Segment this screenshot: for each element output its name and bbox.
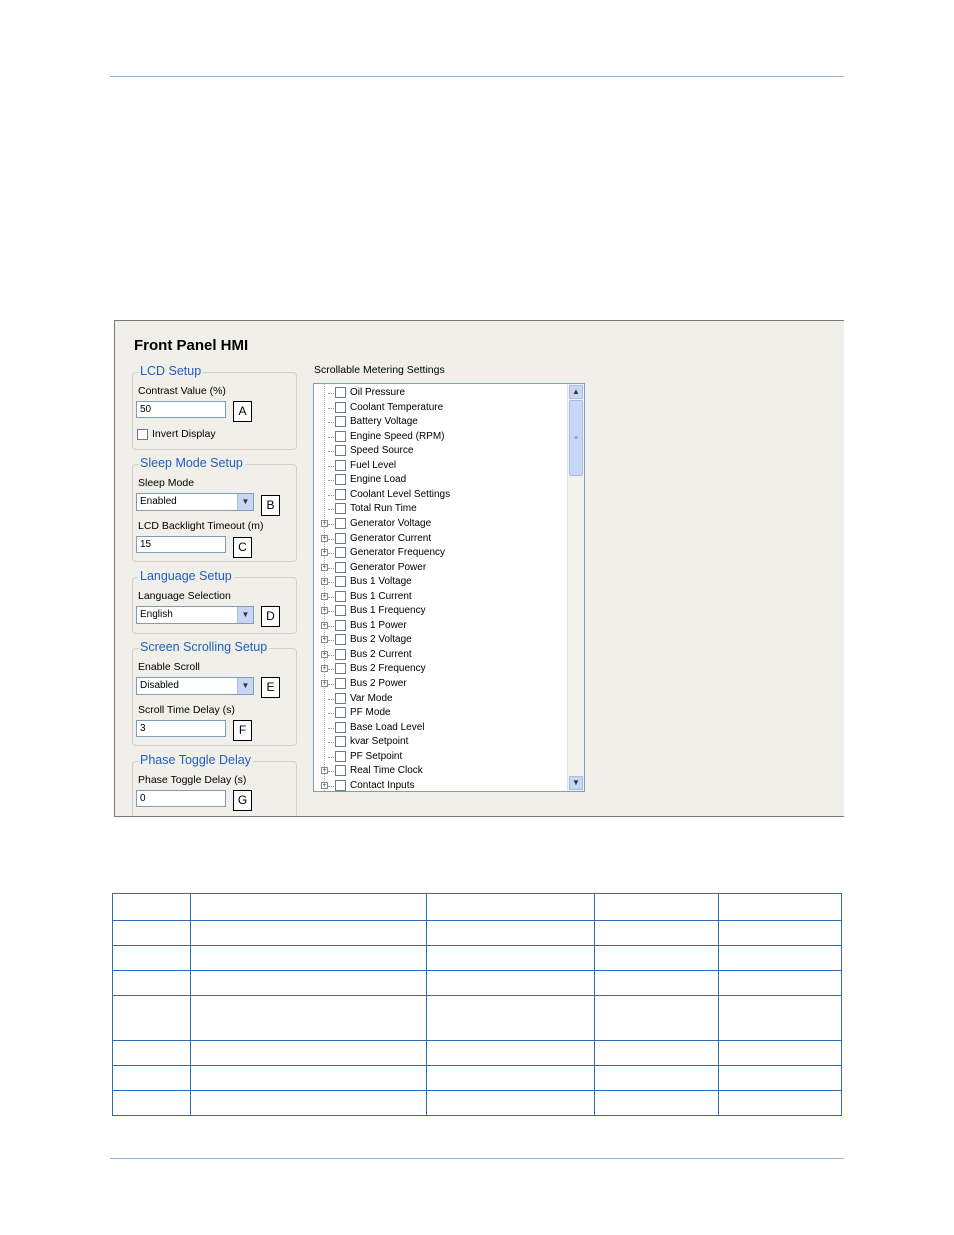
- callout-g: G: [233, 790, 252, 811]
- metering-tree-list[interactable]: [313, 383, 585, 792]
- checkbox-icon[interactable]: [335, 503, 346, 514]
- backlight-timeout-input[interactable]: 15: [136, 536, 226, 553]
- checkbox-icon[interactable]: [335, 445, 346, 456]
- metering-list-item[interactable]: [314, 662, 566, 677]
- checkbox-icon[interactable]: [335, 663, 346, 674]
- checkbox-icon[interactable]: [335, 722, 346, 733]
- tree-expand-icon[interactable]: +: [322, 607, 327, 615]
- checkbox-icon[interactable]: [335, 533, 346, 544]
- screen-title: Front Panel HMI: [134, 337, 249, 354]
- sleep-mode-value: Enabled: [140, 496, 177, 507]
- metering-list-item[interactable]: [314, 706, 566, 721]
- footer-rule: [110, 1158, 844, 1159]
- tree-expand-icon[interactable]: +: [322, 650, 327, 658]
- metering-list-item[interactable]: [314, 415, 566, 430]
- phase-toggle-legend: Phase Toggle Delay: [140, 753, 251, 767]
- language-selection-label: Language Selection: [138, 590, 231, 602]
- metering-item-label: Coolant Level Settings: [350, 488, 451, 500]
- checkbox-icon[interactable]: [335, 518, 346, 529]
- checkbox-icon[interactable]: [335, 634, 346, 645]
- checkbox-icon[interactable]: [335, 460, 346, 471]
- metering-item-label: Coolant Temperature: [350, 401, 444, 413]
- table-row: [113, 894, 842, 921]
- lcd-setup-legend: LCD Setup: [140, 364, 202, 378]
- scroll-thumb[interactable]: ≡: [569, 400, 583, 476]
- metering-list-item[interactable]: [314, 546, 566, 561]
- checkbox-icon[interactable]: [335, 474, 346, 485]
- front-panel-hmi-screenshot: [114, 320, 844, 817]
- checkbox-icon[interactable]: [335, 591, 346, 602]
- checkbox-icon[interactable]: [335, 416, 346, 427]
- metering-item-label: Generator Frequency: [350, 547, 446, 559]
- dropdown-arrow-icon[interactable]: ▼: [237, 678, 253, 694]
- tree-expand-icon[interactable]: +: [322, 680, 327, 687]
- enable-scroll-select[interactable]: [136, 677, 254, 695]
- metering-item-label: Bus 1 Current: [350, 590, 412, 602]
- checkbox-icon[interactable]: [335, 765, 346, 776]
- metering-item-label: Battery Voltage: [350, 416, 418, 428]
- metering-list-item[interactable]: [314, 619, 566, 634]
- metering-item-label: Total Run Time: [350, 503, 417, 515]
- metering-item-label: Oil Pressure: [350, 387, 406, 398]
- checkbox-icon[interactable]: [335, 576, 346, 587]
- metering-item-label: Base Load Level: [350, 721, 425, 733]
- tree-expand-icon[interactable]: +: [322, 592, 327, 600]
- tree-expand-icon[interactable]: +: [322, 665, 327, 673]
- metering-item-label: Contact Inputs: [350, 779, 415, 791]
- phase-toggle-delay-label: Phase Toggle Delay (s): [138, 774, 247, 786]
- checkbox-icon[interactable]: [335, 707, 346, 718]
- tree-expand-icon[interactable]: +: [322, 621, 327, 629]
- sleep-mode-legend: Sleep Mode Setup: [140, 456, 243, 470]
- metering-item-label: Fuel Level: [350, 459, 397, 471]
- metering-list-item[interactable]: [314, 517, 566, 532]
- tree-expand-icon[interactable]: +: [322, 534, 327, 542]
- metering-item-label: Bus 2 Power: [350, 678, 407, 689]
- language-value: English: [140, 609, 173, 620]
- table-row: [113, 971, 842, 996]
- metering-item-label: Var Mode: [350, 692, 393, 704]
- sleep-mode-select[interactable]: [136, 493, 254, 511]
- callout-a: A: [233, 401, 252, 422]
- table-row: [113, 946, 842, 971]
- checkbox-icon[interactable]: [335, 402, 346, 413]
- metering-list-item[interactable]: [314, 735, 566, 750]
- language-setup-group: [132, 569, 297, 634]
- phase-toggle-delay-group: [132, 753, 297, 817]
- checkbox-icon[interactable]: [335, 693, 346, 704]
- tree-expand-icon[interactable]: +: [322, 767, 327, 775]
- metering-item-label: PF Setpoint: [350, 750, 403, 762]
- checkbox-icon[interactable]: [335, 547, 346, 558]
- metering-list-item[interactable]: [314, 459, 566, 474]
- metering-list-item[interactable]: [314, 648, 566, 663]
- metering-item-label: Real Time Clock: [350, 765, 423, 777]
- table-row: [113, 1041, 842, 1066]
- data-table: [112, 893, 842, 1116]
- checkbox-icon[interactable]: [335, 431, 346, 442]
- metering-list-item[interactable]: [314, 430, 566, 445]
- callout-b: B: [261, 495, 280, 516]
- metering-item-label: Bus 2 Frequency: [350, 663, 426, 675]
- metering-list-item[interactable]: [314, 561, 566, 576]
- table-row: [113, 921, 842, 946]
- metering-item-label: PF Mode: [350, 707, 391, 719]
- scroll-time-delay-input[interactable]: 3: [136, 720, 226, 737]
- checkbox-icon[interactable]: [335, 387, 346, 398]
- sleep-mode-label: Sleep Mode: [138, 477, 195, 489]
- metering-list-item[interactable]: [314, 575, 566, 590]
- callout-e: E: [261, 677, 280, 698]
- metering-list-item[interactable]: [314, 764, 566, 779]
- checkbox-icon[interactable]: [335, 736, 346, 747]
- scrollable-metering-label: Scrollable Metering Settings: [314, 364, 445, 376]
- metering-item-label: Bus 1 Voltage: [350, 576, 412, 588]
- tree-expand-icon[interactable]: +: [322, 563, 327, 571]
- tree-expand-icon[interactable]: +: [322, 636, 327, 644]
- vertical-scrollbar[interactable]: [567, 384, 584, 791]
- metering-list-item[interactable]: [314, 750, 566, 765]
- table-row: [113, 996, 842, 1041]
- metering-list-item[interactable]: [314, 532, 566, 547]
- metering-item-label: Bus 2 Current: [350, 648, 412, 660]
- metering-list-item[interactable]: [314, 779, 566, 792]
- metering-list-item[interactable]: [314, 502, 566, 517]
- metering-list-item[interactable]: [314, 721, 566, 736]
- language-select[interactable]: [136, 606, 254, 624]
- metering-list-item[interactable]: [314, 488, 566, 503]
- metering-list-item[interactable]: [314, 386, 566, 401]
- table-row: [113, 1091, 842, 1116]
- sleep-mode-setup-group: [132, 456, 297, 562]
- scroll-up-icon[interactable]: ▲: [569, 385, 583, 399]
- metering-list-item[interactable]: [314, 444, 566, 459]
- metering-item-label: kvar Setpoint: [350, 736, 409, 748]
- tree-expand-icon[interactable]: +: [322, 781, 327, 789]
- metering-item-label: Speed Source: [350, 445, 414, 457]
- metering-item-label: Engine Speed (RPM): [350, 430, 445, 442]
- language-setup-legend: Language Setup: [140, 569, 232, 583]
- checkbox-icon[interactable]: [335, 620, 346, 631]
- metering-list-item[interactable]: [314, 692, 566, 707]
- contrast-label: Contrast Value (%): [138, 385, 226, 397]
- metering-list-item[interactable]: [314, 401, 566, 416]
- tree-expand-icon[interactable]: +: [322, 578, 327, 586]
- invert-display-label: Invert Display: [152, 428, 216, 440]
- metering-list-item[interactable]: [314, 604, 566, 619]
- lcd-setup-group: [132, 364, 297, 450]
- callout-d: D: [261, 606, 280, 627]
- enable-scroll-label: Enable Scroll: [138, 661, 200, 673]
- invert-display-checkbox[interactable]: [137, 429, 148, 440]
- metering-list-item[interactable]: [314, 590, 566, 605]
- phase-toggle-delay-input[interactable]: 0: [136, 790, 226, 807]
- metering-item-label: Bus 1 Power: [350, 619, 407, 631]
- tree-expand-icon[interactable]: +: [322, 549, 327, 557]
- scroll-down-icon[interactable]: ▼: [569, 776, 583, 790]
- tree-expand-icon[interactable]: +: [322, 519, 327, 527]
- checkbox-icon[interactable]: [335, 489, 346, 500]
- table-row: [113, 1066, 842, 1091]
- checkbox-icon[interactable]: [335, 605, 346, 616]
- metering-item-label: Bus 2 Voltage: [350, 634, 412, 646]
- screen-scrolling-setup-group: [132, 640, 297, 746]
- metering-item-label: Bus 1 Frequency: [350, 605, 426, 617]
- dropdown-arrow-icon[interactable]: ▼: [237, 494, 253, 510]
- callout-f: F: [233, 720, 252, 741]
- screen-scrolling-legend: Screen Scrolling Setup: [140, 640, 268, 654]
- scroll-time-delay-label: Scroll Time Delay (s): [138, 704, 235, 716]
- checkbox-icon[interactable]: [335, 780, 346, 791]
- dropdown-arrow-icon[interactable]: ▼: [237, 607, 253, 623]
- callout-c: C: [233, 537, 252, 558]
- metering-item-label: Generator Current: [350, 532, 432, 544]
- metering-item-label: Generator Power: [350, 561, 427, 573]
- checkbox-icon[interactable]: [335, 751, 346, 762]
- checkbox-icon[interactable]: [335, 678, 346, 689]
- metering-list-item[interactable]: [314, 677, 566, 692]
- header-rule: [110, 76, 844, 77]
- checkbox-icon[interactable]: [335, 562, 346, 573]
- metering-item-label: Engine Load: [350, 474, 407, 486]
- metering-list-item[interactable]: [314, 633, 566, 648]
- metering-item-label: Generator Voltage: [350, 517, 432, 529]
- checkbox-icon[interactable]: [335, 649, 346, 660]
- metering-list-item[interactable]: [314, 473, 566, 488]
- backlight-timeout-label: LCD Backlight Timeout (m): [138, 520, 264, 532]
- contrast-input[interactable]: 50: [136, 401, 226, 418]
- enable-scroll-value: Disabled: [140, 680, 179, 691]
